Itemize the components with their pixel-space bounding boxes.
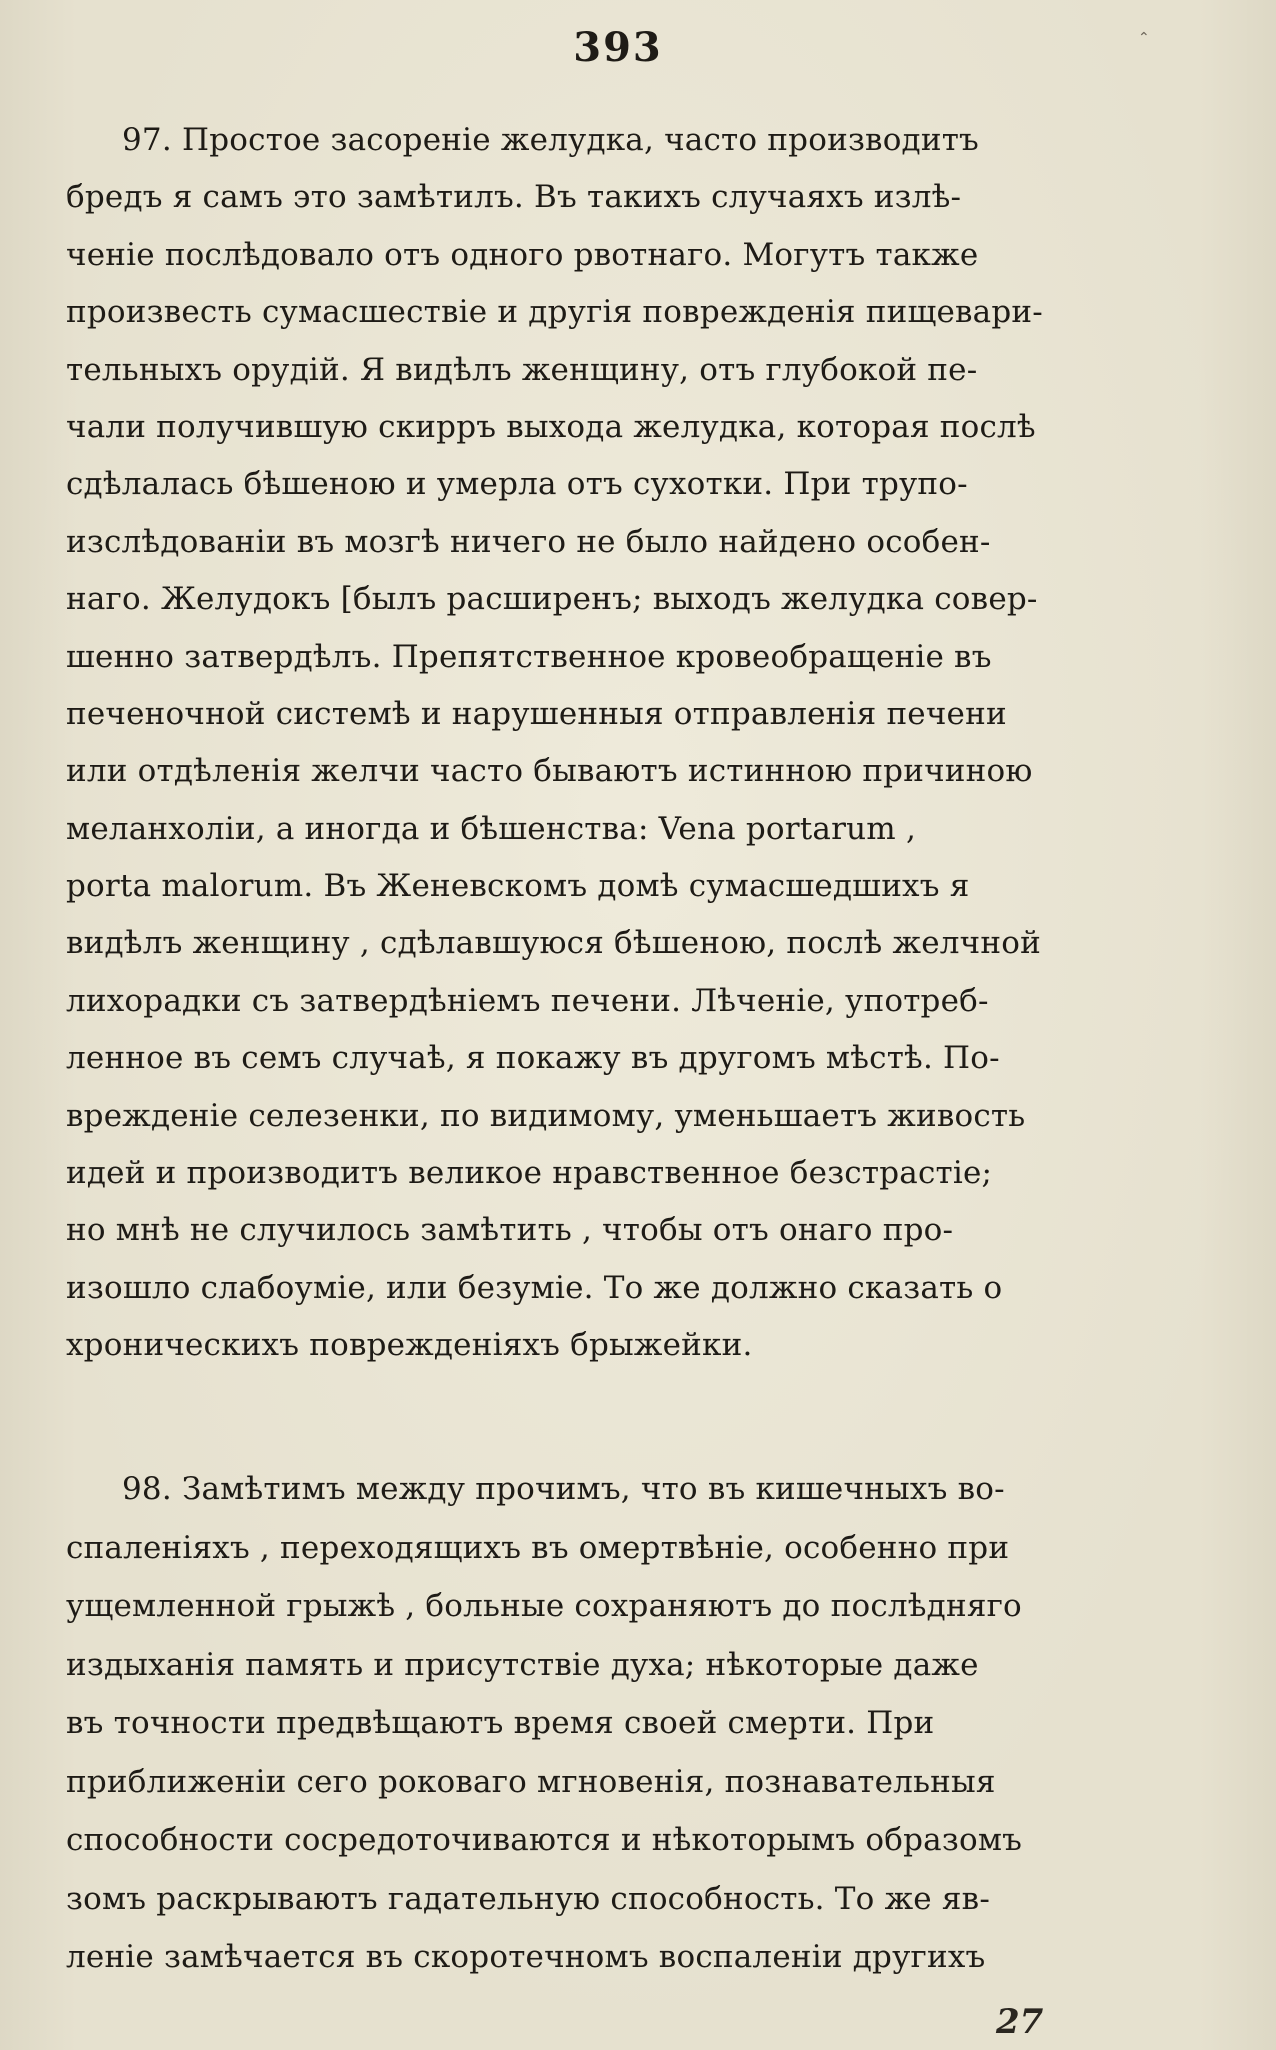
text-line: ущемленной грыжѣ , больные сохраняютъ до послѣдняго [66, 1588, 1022, 1624]
text-line: шенно затвердѣлъ. Препятственное кровеобращеніе въ [66, 638, 992, 675]
corner-mark: ⌃ [1138, 30, 1150, 46]
text-line: лихорадки съ затвердѣніемъ печени. Лѣченіе, употреб- [66, 982, 989, 1019]
text-line: хроническихъ поврежденіяхъ брыжейки. [66, 1327, 753, 1364]
text-line: издыханія память и присутствіе духа; нѣкоторые даже [66, 1646, 979, 1683]
text-line: меланхоліи, а иногда и бѣшенства: Vena portarum , [66, 810, 916, 847]
text-line: ченіе послѣдовало отъ одного рвотнаго. Могутъ также [66, 236, 979, 273]
text-line: приближеніи сего роковаго мгновенія, познавательныя [66, 1763, 996, 1800]
text-line: спаленіяхъ , переходящихъ въ омертвѣніе, особенно при [66, 1529, 1010, 1566]
text-line: сдѣлалась бѣшеною и умерла отъ сухотки. При трупо- [66, 466, 968, 503]
text-line: бредъ я самъ это замѣтилъ. Въ такихъ случаяхъ излѣ- [66, 179, 962, 216]
page-number: 393 [573, 24, 663, 71]
text-line: 97. Простое засореніе желудка, часто производитъ [122, 122, 979, 158]
text-line: изслѣдованіи въ мозгѣ ничего не было найдено особен- [66, 523, 991, 560]
text-line: 98. Замѣтимъ между прочимъ, что въ кишечныхъ во- [122, 1471, 1005, 1507]
text-line: porta malorum. Въ Женевскомъ домѣ сумасшедшихъ я [66, 868, 970, 905]
text-line: леніе замѣчается въ скоротечномъ воспаленіи другихъ [66, 1939, 986, 1975]
text-line: но мнѣ не случилось замѣтить , чтобы отъ онаго про- [66, 1212, 954, 1249]
paragraph-97 [66, 112, 1166, 1375]
text-line: въ точности предвѣщаютъ время своей смерти. При [66, 1705, 935, 1741]
text-line: врежденіе селезенки, по видимому, уменьшаетъ живость [66, 1097, 1026, 1134]
text-line: изошло слабоуміе, или безуміе. То же должно сказать о [66, 1269, 1003, 1306]
text-line: чали получившую скирръ выхода желудка, которая послѣ [66, 408, 1036, 445]
text-line: способности сосредоточиваются и нѣкоторымъ образомъ [66, 1822, 1023, 1858]
text-line: ленное въ семъ случаѣ, я покажу въ другомъ мѣстѣ. По- [66, 1040, 1000, 1077]
signature-mark: 27 [996, 2002, 1044, 2042]
text-line: зомъ раскрываютъ гадательную способность. То же яв- [66, 1880, 990, 1917]
text-line: видѣлъ женщину , сдѣлавшуюся бѣшеною, послѣ желчной [66, 925, 1041, 962]
text-line: печеночной системѣ и нарушенныя отправленія печени [66, 695, 1007, 732]
paragraph-98 [66, 1460, 1166, 1987]
text-line: произвесть сумасшествіе и другія поврежденія пищевари- [66, 294, 1043, 331]
text-line: наго. Желудокъ [былъ расширенъ; выходъ желудка совер- [66, 581, 1038, 618]
text-line: идей и производитъ великое нравственное безстрастіе; [66, 1155, 993, 1192]
text-line: или отдѣленія желчи часто бываютъ истинною причиною [66, 753, 1033, 790]
text-line: тельныхъ орудій. Я видѣлъ женщину, отъ глубокой пе- [66, 351, 978, 388]
